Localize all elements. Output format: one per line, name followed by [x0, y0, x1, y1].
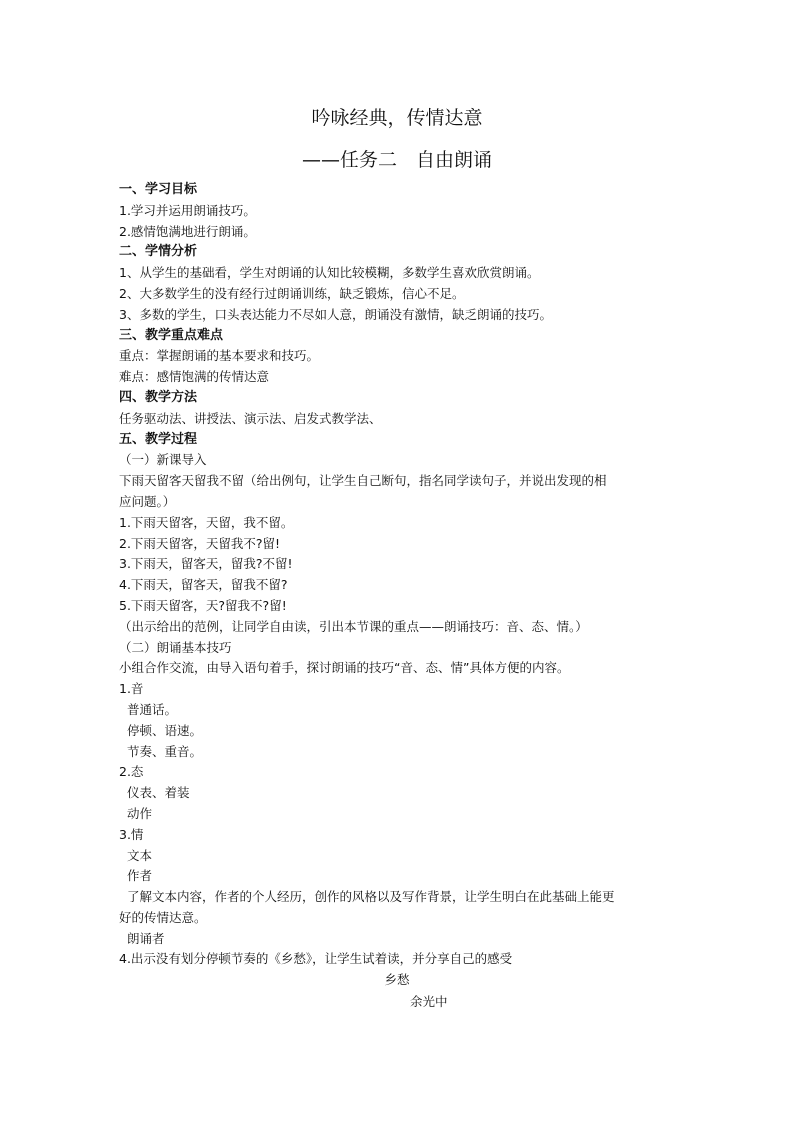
skill-sound-item: 节奏、重音。	[127, 743, 203, 759]
skill-pose-item: 仪表、着装	[127, 785, 190, 801]
poem-title: 乡愁	[384, 972, 410, 987]
subsection-intro: （一）新课导入	[119, 452, 207, 468]
document-subtitle: ——任务二 自由朗诵	[301, 149, 492, 171]
emotion-paragraph-line: 好的传情达意。	[119, 909, 207, 925]
analysis-item: 1、从学生的基础看，学生对朗诵的认知比较模糊，多数学生喜欢欣赏朗诵。	[119, 265, 540, 281]
section-heading-goals: 一、学习目标	[119, 182, 198, 197]
methods-item: 任务驱动法、讲授法、演示法、启发式教学法、	[119, 410, 382, 426]
example-sentence: 2.下雨天留客，天留我不?留!	[119, 535, 281, 551]
skill-emotion-item: 文本	[127, 847, 153, 863]
section-heading-process: 五、教学过程	[119, 431, 198, 447]
key-point-item: 难点：感情饱满的传情达意	[119, 369, 270, 385]
example-sentence: 4.下雨天，留客天，留我不留?	[119, 577, 288, 593]
skill-sound-label: 1.音	[119, 681, 144, 697]
poem-author: 余光中	[410, 994, 448, 1009]
document-title: 吟咏经典，传情达意	[311, 107, 483, 129]
skill-pose-item: 动作	[127, 805, 153, 821]
document-body	[119, 180, 679, 970]
key-point-item: 重点：掌握朗诵的基本要求和技巧。	[119, 348, 320, 364]
skill-sound-item: 停顿、语速。	[127, 722, 203, 738]
example-sentence: 1.下雨天留客，天留，我不留。	[119, 514, 294, 530]
emotion-paragraph-line: 了解文本内容，作者的个人经历，创作的风格以及写作背景，让学生明白在此基础上能更	[127, 889, 615, 905]
analysis-item: 3、多数的学生，口头表达能力不尽如人意，朗诵没有激情，缺乏朗诵的技巧。	[119, 306, 552, 322]
skill-sound-item: 普通话。	[127, 701, 178, 717]
section-heading-analysis: 二、学情分析	[119, 244, 198, 260]
section-heading-methods: 四、教学方法	[119, 389, 198, 405]
example-sentence: 5.下雨天留客，天?留我不?留!	[119, 597, 287, 613]
example-sentence: 3.下雨天，留客天，留我?不留!	[119, 556, 293, 572]
intro-paragraph-line: 应问题。）	[119, 493, 176, 509]
skill-emotion-item: 作者	[127, 868, 153, 884]
subsection-skills: （二）朗诵基本技巧	[119, 639, 232, 655]
goal-item: 1.学习并运用朗诵技巧。	[119, 202, 256, 218]
skill-emotion-label: 3.情	[119, 826, 144, 842]
example-note: （出示给出的范例，让同学自由读，引出本节课的重点——朗诵技巧：音、态、情。）	[119, 618, 588, 634]
analysis-item: 2、大多数学生的没有经行过朗诵训练，缺乏锻炼，信心不足。	[119, 285, 465, 301]
skills-intro: 小组合作交流，由导入语句着手，探讨朗诵的技巧“音、态、情”具体方便的内容。	[119, 660, 570, 676]
section-heading-key-points: 三、教学重点难点	[119, 327, 224, 343]
skill-emotion-reader: 朗诵者	[127, 930, 165, 946]
goal-item: 2.感情饱满地进行朗诵。	[119, 223, 256, 239]
intro-paragraph-line: 下雨天留客天留我不留（给出例句，让学生自己断句，指名同学读句子，并说出发现的相	[119, 473, 607, 489]
poem-task: 4.出示没有划分停顿节奏的《乡愁》，让学生试着读，并分享自己的感受	[119, 951, 513, 967]
skill-pose-label: 2.态	[119, 764, 144, 780]
